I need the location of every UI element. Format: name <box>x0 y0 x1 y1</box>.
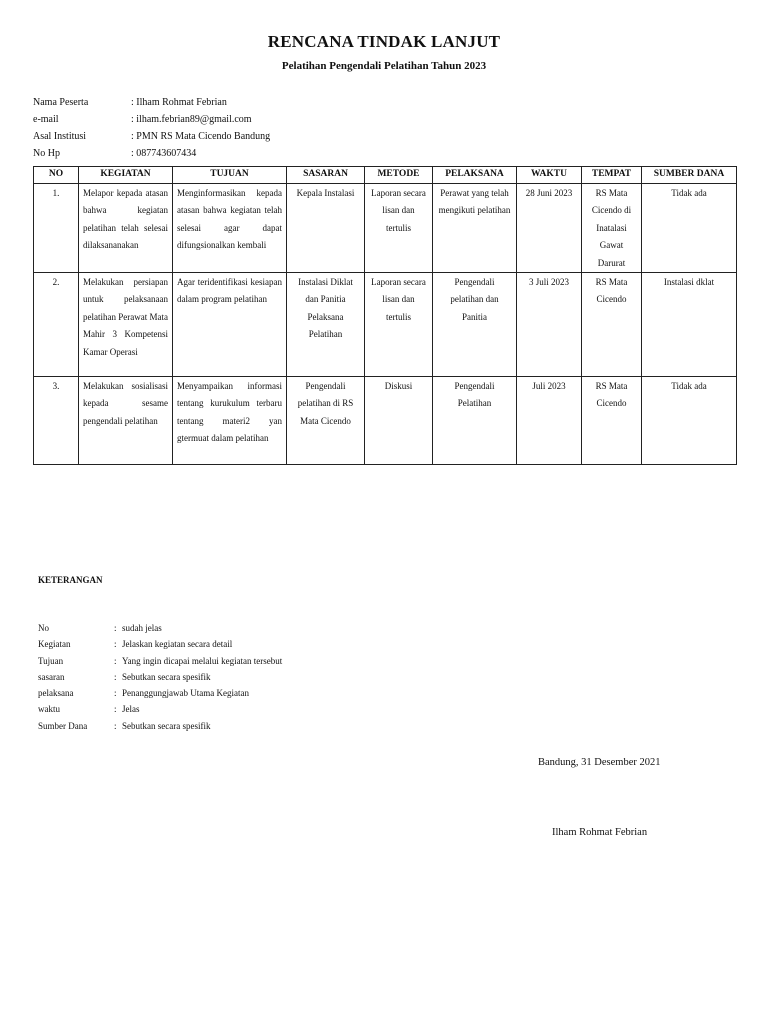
header-tempat: TEMPAT <box>582 167 642 184</box>
list-item <box>38 719 282 735</box>
header-kegiatan: KEGIATAN <box>79 167 173 184</box>
colon-separator: : <box>114 720 117 731</box>
keterangan-label: Tujuan <box>38 655 64 666</box>
info-value: : 087743607434 <box>131 148 197 159</box>
cell-no: 1. <box>34 184 79 273</box>
participant-info <box>33 96 270 164</box>
cell-pelaksana: Pengendali Pelatihan <box>433 377 517 465</box>
document-title: RENCANA TINDAK LANJUT <box>267 32 501 51</box>
header-no: NO <box>34 167 79 184</box>
keterangan-list <box>38 621 282 735</box>
signatory-name: Ilham Rohmat Febrian <box>552 827 648 838</box>
colon-separator: : <box>114 704 117 715</box>
info-label: e-mail <box>33 114 59 125</box>
document-subtitle: Pelatihan Pengendali Pelatihan Tahun 2023 <box>281 60 487 72</box>
table-header-row <box>34 167 737 184</box>
keterangan-value: sudah jelas <box>122 623 162 633</box>
list-item <box>38 670 282 686</box>
keterangan-label: pelaksana <box>38 688 74 699</box>
table-row <box>34 273 737 377</box>
keterangan-value: Jelas <box>122 704 140 715</box>
keterangan-label: Sumber Dana <box>38 720 88 731</box>
info-label: Asal Institusi <box>33 131 87 142</box>
cell-sumber-dana: Tidak ada <box>642 184 737 273</box>
keterangan-value: Sebutkan secara spesifik <box>122 720 211 731</box>
cell-no: 3. <box>34 377 79 465</box>
cell-kegiatan: Melapor kepada atasan bahwa kegiatan pelatihan telah selesai dilaksananakan <box>79 184 173 273</box>
keterangan-value: Yang ingin dicapai melalui kegiatan tersebut <box>122 655 283 666</box>
header-waktu: WAKTU <box>517 167 582 184</box>
table-row <box>34 377 737 465</box>
info-value: : PMN RS Mata Cicendo Bandung <box>131 131 271 142</box>
header-sumber-dana: SUMBER DANA <box>642 167 737 184</box>
info-row-email <box>33 113 270 130</box>
place-date: Bandung, 31 Desember 2021 <box>538 757 661 768</box>
cell-tujuan: Menginformasikan kepada atasan bahwa kegiatan telah selesai agar dapat difungsionalkan kembali <box>173 184 287 273</box>
cell-waktu: 28 Juni 2023 <box>517 184 582 273</box>
info-value: : Ilham Rohmat Febrian <box>131 97 227 108</box>
keterangan-label: No <box>38 623 49 633</box>
list-item <box>38 654 282 670</box>
cell-sumber-dana: Tidak ada <box>642 377 737 465</box>
info-label: Nama Peserta <box>33 97 89 108</box>
list-item <box>38 637 282 653</box>
cell-sasaran: Kepala Instalasi <box>287 184 365 273</box>
header-pelaksana: PELAKSANA <box>433 167 517 184</box>
cell-tujuan: Agar teridentifikasi kesiapan dalam program pelatihan <box>173 273 287 377</box>
cell-tempat: RS Mata Cicendo <box>582 273 642 377</box>
keterangan-value: Jelaskan kegiatan secara detail <box>122 639 233 650</box>
cell-sumber-dana: Instalasi dklat <box>642 273 737 377</box>
keterangan-label: sasaran <box>38 671 65 682</box>
cell-pelaksana: Pengendali pelatihan dan Panitia <box>433 273 517 377</box>
cell-metode: Diskusi <box>365 377 433 465</box>
list-item <box>38 702 282 718</box>
header-tujuan: TUJUAN <box>173 167 287 184</box>
header-sasaran: SASARAN <box>287 167 365 184</box>
cell-sasaran: Pengendali pelatihan di RS Mata Cicendo <box>287 377 365 465</box>
info-row-name <box>33 96 270 113</box>
keterangan-value: Penanggungjawab Utama Kegiatan <box>122 688 249 699</box>
cell-tempat: RS Mata Cicendo di Inatalasi Gawat Darurat <box>582 184 642 273</box>
list-item <box>38 686 282 702</box>
colon-separator: : <box>114 671 117 682</box>
cell-waktu: Juli 2023 <box>517 377 582 465</box>
keterangan-value: Sebutkan secara spesifik <box>122 671 211 682</box>
cell-pelaksana: Perawat yang telah mengikuti pelatihan <box>433 184 517 273</box>
info-value: : ilham.febrian89@gmail.com <box>131 114 252 125</box>
keterangan-title: KETERANGAN <box>38 575 103 585</box>
cell-no: 2. <box>34 273 79 377</box>
list-item <box>38 621 282 637</box>
cell-sasaran: Instalasi Diklat dan Panitia Pelaksana Pelatihan <box>287 273 365 377</box>
action-plan-table <box>33 166 737 465</box>
info-row-institution <box>33 130 270 147</box>
colon-separator: : <box>114 639 117 650</box>
cell-tujuan: Menyampaikan informasi tentang kurukulum terbaru tentang materi2 yan gtermuat dalam pelatihan <box>173 377 287 465</box>
keterangan-label: Kegiatan <box>38 639 71 650</box>
info-label: No Hp <box>33 148 60 159</box>
keterangan-label: waktu <box>38 704 60 715</box>
cell-kegiatan: Melakukan sosialisasi kepada sesame pengendali pelatihan <box>79 377 173 465</box>
cell-metode: Laporan secara lisan dan tertulis <box>365 184 433 273</box>
colon-separator: : <box>114 623 117 633</box>
info-row-phone <box>33 147 270 164</box>
colon-separator: : <box>114 688 117 699</box>
cell-tempat: RS Mata Cicendo <box>582 377 642 465</box>
table-row <box>34 184 737 273</box>
header-metode: METODE <box>365 167 433 184</box>
cell-waktu: 3 Juli 2023 <box>517 273 582 377</box>
colon-separator: : <box>114 655 117 666</box>
cell-kegiatan: Melakukan persiapan untuk pelaksanaan pelatihan Perawat Mata Mahir 3 Kompetensi Kamar Operasi <box>79 273 173 377</box>
cell-metode: Laporan secara lisan dan tertulis <box>365 273 433 377</box>
